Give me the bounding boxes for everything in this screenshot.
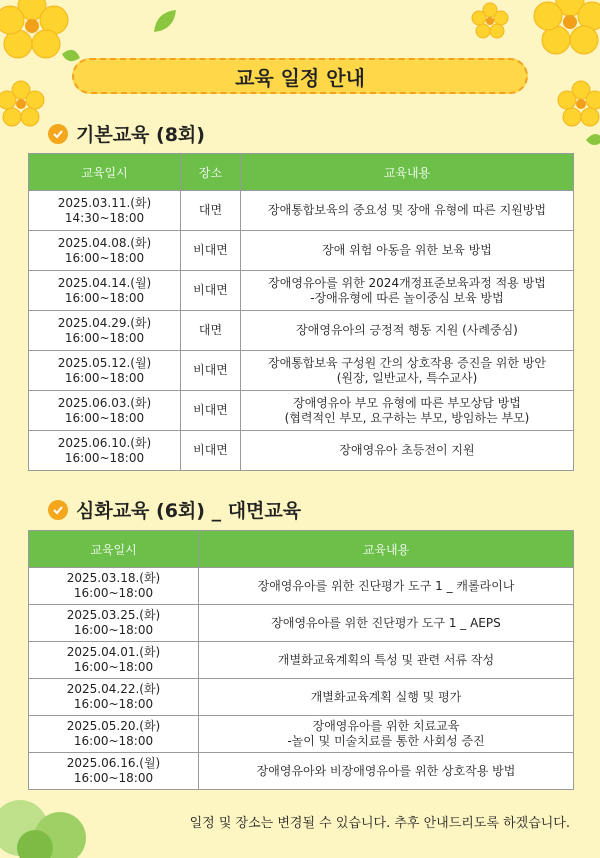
- date-cell-line: 16:00~18:00: [73, 734, 154, 748]
- table-row: [29, 231, 574, 271]
- date-cell-line: 16:00~18:00: [64, 370, 145, 385]
- date-cell-line: 14:30~18:00: [64, 210, 145, 225]
- date-cell-line: 16:00~18:00: [73, 697, 154, 711]
- table-row: [29, 753, 574, 790]
- date-cell-line: 16:00~18:00: [64, 250, 145, 265]
- content-cell-line: 장애영유아의 긍정적 행동 지원 (사례중심): [296, 323, 518, 337]
- date-cell-line: 2025.04.29.(화): [57, 315, 152, 330]
- flower-right-icon: [556, 80, 600, 160]
- date-cell-line: 2025.04.14.(월): [57, 275, 152, 290]
- place-cell-line: 비대면: [193, 243, 228, 257]
- content-cell-line: (협력적인 부모, 요구하는 부모, 방임하는 부모): [284, 410, 530, 425]
- content-cell-line: 장애통합보육의 중요성 및 장애 유형에 따른 지원방법: [268, 203, 546, 217]
- date-cell-line: 2025.06.10.(화): [57, 435, 152, 450]
- table-row: [29, 568, 574, 605]
- content-cell-line: 장애영유아를 위한 진단평가 도구 1 _ AEPS: [271, 615, 501, 630]
- flower-small-top-right-icon: [470, 2, 510, 42]
- place-cell: [181, 311, 241, 351]
- date-cell: [29, 391, 181, 431]
- date-cell-line: 2025.04.01.(화): [66, 645, 161, 659]
- date-cell: [29, 311, 181, 351]
- table-row: [29, 271, 574, 311]
- column-header-place: 장소: [181, 154, 241, 191]
- date-cell-line: 16:00~18:00: [73, 660, 154, 674]
- content-cell-line: 장애영유아와 비장애영유아를 위한 상호작용 방법: [256, 763, 516, 778]
- content-cell-line: -놀이 및 미술치료를 통한 사회성 증진: [287, 734, 485, 748]
- date-cell: [29, 191, 181, 231]
- content-cell-line: 장애영유아를 위한 2024개정표준보육과정 적용 방법: [268, 275, 546, 290]
- date-cell-line: 16:00~18:00: [64, 410, 145, 425]
- basic-section-title: 기본교육 (8회): [76, 124, 205, 146]
- content-cell: [199, 568, 574, 605]
- content-cell: [241, 231, 574, 271]
- date-cell-line: 2025.05.20.(화): [66, 719, 161, 733]
- date-cell: [29, 642, 199, 679]
- basic-schedule-table: [28, 153, 574, 471]
- column-header-date: 교육일시: [29, 531, 199, 568]
- date-cell-line: 2025.06.16.(월): [66, 756, 161, 770]
- content-cell: [199, 679, 574, 716]
- table-row: [29, 679, 574, 716]
- date-cell: [29, 753, 199, 790]
- date-cell: [29, 351, 181, 391]
- date-cell-line: 2025.04.22.(화): [66, 682, 161, 696]
- date-cell-line: 2025.03.11.(화): [57, 195, 152, 210]
- content-cell: [199, 716, 574, 753]
- table-row: [29, 391, 574, 431]
- content-cell-line: -장애유형에 따른 놀이중심 보육 방법: [310, 290, 504, 305]
- column-header-content: 교육내용: [199, 531, 574, 568]
- date-cell: [29, 231, 181, 271]
- content-cell-line: 장애영유아를 위한 진단평가 도구 1 _ 캐롤라이나: [257, 578, 515, 593]
- place-cell: [181, 431, 241, 471]
- table-row: [29, 311, 574, 351]
- place-cell-line: 대면: [198, 203, 223, 217]
- content-cell-line: 장애통합보육 구성원 간의 상호작용 증진을 위한 방안: [268, 355, 546, 370]
- schedule-change-note: 일정 및 장소는 변경될 수 있습니다. 추후 안내드리도록 하겠습니다.: [189, 816, 570, 831]
- content-cell-line: 장애영유아를 위한 치료교육: [312, 719, 460, 733]
- date-cell-line: 16:00~18:00: [64, 450, 145, 465]
- date-cell: [29, 679, 199, 716]
- advanced-section-heading: [48, 496, 301, 523]
- date-cell-line: 2025.04.08.(화): [57, 235, 152, 250]
- column-header-content: 교육내용: [241, 154, 574, 191]
- content-cell: [199, 753, 574, 790]
- advanced-section-title: 심화교육 (6회) _ 대면교육: [76, 500, 302, 522]
- page-title: 교육 일정 안내: [72, 58, 528, 94]
- date-cell: [29, 568, 199, 605]
- table-row: [29, 605, 574, 642]
- content-cell: [241, 391, 574, 431]
- place-cell: [181, 191, 241, 231]
- place-cell-line: 비대면: [193, 403, 228, 417]
- date-cell: [29, 271, 181, 311]
- content-cell-line: 장애영유아 부모 유형에 따른 부모상담 방법: [293, 395, 521, 410]
- date-cell-line: 16:00~18:00: [73, 771, 154, 785]
- flower-top-left-icon: [0, 0, 82, 74]
- table-row: [29, 431, 574, 471]
- content-cell: [241, 431, 574, 471]
- date-cell-line: 16:00~18:00: [73, 623, 154, 637]
- content-cell-line: 개별화교육계획의 특성 및 관련 서류 작성: [277, 652, 495, 667]
- content-cell: [199, 605, 574, 642]
- place-cell-line: 비대면: [193, 363, 228, 377]
- place-cell: [181, 391, 241, 431]
- date-cell: [29, 605, 199, 642]
- check-circle-icon: [48, 124, 68, 144]
- content-cell: [241, 351, 574, 391]
- table-row: [29, 351, 574, 391]
- date-cell: [29, 431, 181, 471]
- place-cell: [181, 351, 241, 391]
- date-cell-line: 2025.03.18.(화): [66, 571, 161, 585]
- check-circle-icon: [48, 500, 68, 520]
- basic-section-heading: [48, 120, 205, 147]
- place-cell-line: 비대면: [193, 283, 228, 297]
- place-cell-line: 비대면: [193, 443, 228, 457]
- place-cell-line: 대면: [198, 323, 223, 337]
- date-cell-line: 16:00~18:00: [73, 586, 154, 600]
- table-row: [29, 716, 574, 753]
- table-row: [29, 642, 574, 679]
- content-cell-line: 개별화교육계획 실행 및 평가: [310, 689, 462, 704]
- date-cell-line: 2025.03.25.(화): [66, 608, 161, 622]
- flower-top-right-icon: [520, 0, 600, 70]
- date-cell-line: 16:00~18:00: [64, 290, 145, 305]
- content-cell-line: 장애영유아 초등전이 지원: [339, 443, 475, 457]
- date-cell-line: 16:00~18:00: [64, 330, 145, 345]
- content-cell: [199, 642, 574, 679]
- place-cell: [181, 271, 241, 311]
- content-cell-line: (원장, 일반교사, 특수교사): [336, 370, 478, 385]
- content-cell: [241, 191, 574, 231]
- content-cell-line: 장애 위험 아동을 위한 보육 방법: [322, 243, 492, 257]
- advanced-schedule-table: [28, 530, 574, 790]
- content-cell: [241, 271, 574, 311]
- leaf-icon: [150, 6, 180, 36]
- place-cell: [181, 231, 241, 271]
- date-cell-line: 2025.05.12.(월): [57, 355, 152, 370]
- column-header-date: 교육일시: [29, 154, 181, 191]
- table-row: [29, 191, 574, 231]
- date-cell: [29, 716, 199, 753]
- date-cell-line: 2025.06.03.(화): [57, 395, 152, 410]
- content-cell: [241, 311, 574, 351]
- flower-left-icon: [0, 80, 46, 130]
